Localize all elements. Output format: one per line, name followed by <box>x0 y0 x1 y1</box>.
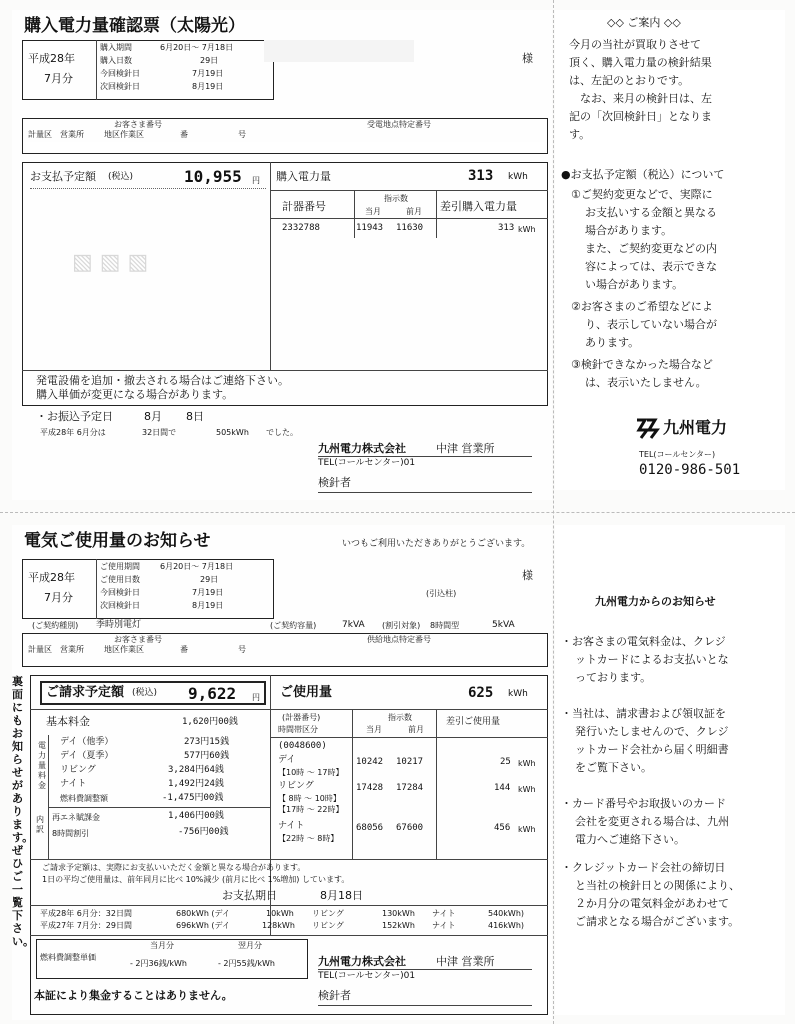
purchase-label: 購入電力量 <box>276 170 331 183</box>
charge-label: 8時間割引 <box>52 829 90 838</box>
due-value: 8月18日 <box>320 889 363 902</box>
notice-line: 電力へご連絡下さい。 <box>575 833 685 846</box>
period-label: 今回検針日 <box>100 588 140 597</box>
bill-amount: 9,622 <box>188 684 237 703</box>
reading-previous: 11630 <box>396 223 424 233</box>
band-label: デイ <box>278 755 296 765</box>
inspector-label: 検針者 <box>318 476 351 489</box>
guide-item: お支払いする金額と異なる <box>585 206 717 219</box>
purchase-guide-panel <box>555 10 785 490</box>
energy-charge-label: 電力量料金 <box>38 741 46 790</box>
usage-period-box <box>22 559 274 619</box>
usage-customer-box <box>22 633 548 667</box>
column-label: 番 <box>180 645 188 654</box>
column-label: 番 <box>180 130 188 139</box>
reading-current: 68056 <box>356 823 384 833</box>
reading-previous: 10217 <box>396 757 424 767</box>
due-label: お支払期日 <box>222 889 277 902</box>
time-head: 時間帯区分 <box>278 725 318 734</box>
charge-value: 1,406円00銭 <box>168 811 224 821</box>
period-value: 29日 <box>200 575 219 584</box>
pay-label: お支払予定額 <box>30 170 96 183</box>
band-hours: 【10時 〜 17時】 <box>278 768 344 777</box>
diff-value: 313 <box>498 223 515 233</box>
notice-line: ご請求となる場合がございます。 <box>575 915 740 928</box>
transfer-month: 8月 <box>144 410 162 423</box>
column-label: 地区作業区 <box>104 645 144 654</box>
period-value: 6月20日〜 7月18日 <box>160 562 234 571</box>
notice-line: ・カード番号やお取扱いのカード <box>561 797 726 810</box>
month: 7月分 <box>44 591 73 604</box>
usage-unit: kWh <box>508 689 528 699</box>
charge-value: 1,492円24銭 <box>168 779 224 789</box>
band-hours: 【 8時 〜 10時】 <box>278 794 341 803</box>
history-living-label: リビング <box>312 921 344 930</box>
guide-line: 頂く、購入電力量の検針結果 <box>569 56 712 69</box>
period-label: ご使用日数 <box>100 575 140 584</box>
office-name: 中津 営業所 <box>436 955 495 968</box>
notice-line: ２か月分の電気料金があわせて <box>575 897 729 910</box>
customer-no-header: お客さま番号 <box>114 120 162 129</box>
history-night: 540kWh) <box>488 909 525 918</box>
column-label: 号 <box>238 645 246 654</box>
column-label: 地区作業区 <box>104 130 144 139</box>
usage-kwh: 25 <box>500 757 511 767</box>
guide-section: ●お支払予定額（税込）について <box>561 168 725 181</box>
company-name: 九州電力株式会社 <box>318 442 406 455</box>
history-living: 130kWh <box>382 909 415 918</box>
company-tel: TEL(コールセンター)01 <box>318 458 416 468</box>
notice-line2: 購入単価が変更になる場合があります。 <box>36 388 234 401</box>
notice-line: 発行いたしませんので、クレジ <box>575 725 729 738</box>
kyuden-notice-panel <box>555 525 785 1015</box>
charge-value: 3,284円64銭 <box>168 765 224 775</box>
history-period: 平成28年 6月分：32日間 <box>40 909 132 918</box>
contract-type: 季時別電灯 <box>96 620 142 630</box>
fuel-label: 燃料費調整単価 <box>40 953 96 962</box>
period-value: 7月19日 <box>192 588 224 597</box>
column-label: 号 <box>238 130 246 139</box>
average-note: 1日の平均ご使用量は、前年同月に比べ 10%減少 (前月に比べ 1%増加) しています。 <box>42 875 350 884</box>
watermark-text: ▧ ▧ ▧ <box>72 250 149 275</box>
notice-line: 会社を変更される場合は、九州 <box>575 815 729 828</box>
brand-tel-label: TEL(コールセンター) <box>639 450 716 459</box>
guide-item: ③検針できなかった場合など <box>571 358 713 371</box>
notice-line: っております。 <box>575 671 652 684</box>
fuel-this-label: 当月分 <box>150 941 174 950</box>
vertical-notice: 裏面にもお知らせがあります。ぜひご一覧下さい。 <box>12 675 34 948</box>
charge-label: 再エネ賦課金 <box>52 813 100 822</box>
discount-value: 5kVA <box>492 620 515 630</box>
current-label: 当月 <box>365 207 381 216</box>
guide-item: 容によっては、表示できな <box>585 260 717 273</box>
usage-kwh: 144 <box>494 783 511 793</box>
prev-year-note: 平成28年 6月分は <box>40 428 106 437</box>
history-night-label: ナイト <box>432 909 456 918</box>
period-value: 7月19日 <box>192 69 224 78</box>
period-label: 次回検針日 <box>100 82 140 91</box>
service-pole: (引込柱) <box>426 589 457 598</box>
reading-current: 11943 <box>356 223 384 233</box>
history-night: 416kWh) <box>488 921 525 930</box>
previous-label: 前月 <box>408 725 424 734</box>
column-label: 計量区 <box>28 130 52 139</box>
pay-amount: 10,955 <box>184 167 242 186</box>
kyuden-logo <box>635 418 661 444</box>
discount-label: (割引対象) <box>382 621 421 630</box>
discount-type: 8時間型 <box>430 621 460 630</box>
bill-note: ご請求予定額は、実際にお支払いいただく金額と異なる場合があります。 <box>42 863 306 872</box>
sheet-divider <box>0 512 795 513</box>
history-living-label: リビング <box>312 909 344 918</box>
usage-unit: kWh <box>518 759 536 768</box>
charge-label: デイ（夏季） <box>60 751 114 761</box>
period-label: 購入期間 <box>100 43 132 52</box>
usage-title: 電気ご使用量のお知らせ <box>24 531 211 551</box>
period-label: 次回検針日 <box>100 601 140 610</box>
guide-line: は、左記のとおりです。 <box>569 74 690 87</box>
charge-label: デイ（他季） <box>60 737 114 747</box>
honorific: 様 <box>522 569 533 582</box>
history-total: 696kWh (デイ <box>176 921 230 930</box>
diff-head: 差引ご使用量 <box>446 717 501 727</box>
usage-kwh: 456 <box>494 823 511 833</box>
inspector-label: 検針者 <box>318 989 351 1002</box>
transfer-day: 8日 <box>186 410 204 423</box>
history-living: 152kWh <box>382 921 415 930</box>
notice-line: ・お客さまの電気料金は、クレジ <box>561 635 726 648</box>
guide-heading: ◇◇ ご案内 ◇◇ <box>607 16 681 29</box>
capacity: 7kVA <box>342 620 365 630</box>
bill-tax: (税込) <box>132 688 158 698</box>
customer-no-header: お客さま番号 <box>114 635 162 644</box>
guide-item: また、ご契約変更などの内 <box>585 242 717 255</box>
reading-current: 17428 <box>356 783 384 793</box>
charge-value: 577円60銭 <box>184 751 230 761</box>
notice-line: ・当社は、請求書および領収証を <box>561 707 726 720</box>
previous-label: 前月 <box>406 207 422 216</box>
honorific: 様 <box>522 52 533 65</box>
reading-previous: 67600 <box>396 823 424 833</box>
diff-unit: kWh <box>518 225 536 234</box>
history-day: 10kWh <box>266 909 294 918</box>
period-value: 8月19日 <box>192 601 224 610</box>
brand-name: 九州電力 <box>663 418 728 437</box>
base-charge-value: 1,620円00銭 <box>182 717 238 727</box>
guide-item: り、表示していない場合が <box>585 318 717 331</box>
band-label: リビング <box>278 781 314 791</box>
usage-value: 625 <box>468 685 494 701</box>
usage-unit: kWh <box>518 825 536 834</box>
purchase-value: 313 <box>468 168 494 184</box>
band-label: ナイト <box>278 821 305 831</box>
period-box <box>22 40 274 100</box>
charge-label: ナイト <box>60 779 87 789</box>
purchase-title: 購入電力量確認票（太陽光） <box>24 16 245 36</box>
guide-line: なお、来月の検針日は、左 <box>569 92 712 105</box>
guide-line: 今月の当社が買取りさせて <box>569 38 701 51</box>
notice-line: ットカードによるお支払いとな <box>575 653 729 666</box>
breakdown-label: 内訳 <box>36 815 44 834</box>
period-value: 29日 <box>200 56 219 65</box>
meter-no-label: 計器番号 <box>282 200 326 213</box>
pay-unit: 円 <box>252 176 260 185</box>
history-period: 平成27年 7月分：29日間 <box>40 921 132 930</box>
bill-unit: 円 <box>252 693 260 702</box>
notice-line1: 発電設備を追加・撤去される場合はご連絡下さい。 <box>36 374 289 387</box>
period-label: 購入日数 <box>100 56 132 65</box>
current-label: 当月 <box>366 725 382 734</box>
reading-head: 指示数 <box>388 713 412 722</box>
guide-item: ②お客さまのご希望などによ <box>571 300 713 313</box>
guide-item: い場合があります。 <box>585 278 684 291</box>
transfer-label: ・お振込予定日 <box>36 410 113 423</box>
era: 平成28年 <box>28 571 75 584</box>
charge-label: 燃料費調整額 <box>60 794 108 803</box>
prev-tail: でした。 <box>266 428 298 437</box>
guide-item: は、表示いたしません。 <box>585 376 707 389</box>
meter-no: 2332788 <box>282 223 320 233</box>
company-name: 九州電力株式会社 <box>318 955 406 968</box>
usage-sheet <box>12 525 552 1020</box>
period-value: 6月20日〜 7月18日 <box>160 43 234 52</box>
era: 平成28年 <box>28 52 75 65</box>
prev-days: 32日間で <box>142 428 177 437</box>
guide-item: ①ご契約変更などで、実際に <box>571 188 713 201</box>
office-name: 中津 営業所 <box>436 442 495 455</box>
history-day: 128kWh <box>262 921 295 930</box>
kyuden-logo-icon <box>635 418 661 440</box>
brand-tel: 0120-986-501 <box>639 462 741 478</box>
capacity-label: (ご契約容量) <box>270 621 317 630</box>
thanks-text: いつもご利用いただきありがとうございます。 <box>342 539 531 549</box>
period-label: 今回検針日 <box>100 69 140 78</box>
meter-head: (計器番号) <box>282 713 321 722</box>
reading-label: 指示数 <box>384 194 408 203</box>
supply-no-header: 供給地点特定番号 <box>367 635 431 644</box>
collection-notice: 本証により集金することはありません。 <box>34 989 233 1002</box>
base-charge-label: 基本料金 <box>46 715 90 728</box>
column-label: 営業所 <box>60 645 84 654</box>
charge-value: 273円15銭 <box>184 737 230 747</box>
guide-line: す。 <box>569 128 591 141</box>
reading-previous: 17284 <box>396 783 424 793</box>
guide-item: 場合があります。 <box>585 224 673 237</box>
fuel-next: - 2円55銭/kWh <box>218 959 276 968</box>
usage-label: ご使用量 <box>280 685 333 700</box>
notice-line: をご覧下さい。 <box>575 761 652 774</box>
meter-no: (0048600) <box>278 741 327 751</box>
diff-label: 差引購入電力量 <box>440 200 517 213</box>
guide-line: 記の「次回検針日」となりま <box>569 110 712 123</box>
contract-type-label: (ご契約種別) <box>32 621 79 630</box>
month: 7月分 <box>44 72 73 85</box>
redacted-name <box>264 40 414 62</box>
fuel-next-label: 翌月分 <box>238 941 262 950</box>
company-tel: TEL(コールセンター)01 <box>318 971 416 981</box>
guide-item: あります。 <box>585 336 640 349</box>
period-label: ご使用期間 <box>100 562 140 571</box>
notice-line: ・クレジットカード会社の締切日 <box>561 861 726 874</box>
reading-current: 10242 <box>356 757 384 767</box>
charge-value: -1,475円00銭 <box>162 793 224 803</box>
charge-label: リビング <box>60 765 96 775</box>
band-hours: 【17時 〜 22時】 <box>278 805 344 814</box>
notice-heading: 九州電力からのお知らせ <box>595 595 716 608</box>
column-label: 計量区 <box>28 645 52 654</box>
column-label: 営業所 <box>60 130 84 139</box>
fuel-this: - 2円36銭/kWh <box>130 959 188 968</box>
usage-unit: kWh <box>518 785 536 794</box>
bill-label: ご請求予定額 <box>46 685 125 700</box>
notice-line: ットカード会社から届く明細書 <box>575 743 729 756</box>
charge-value: -756円00銭 <box>178 827 229 837</box>
notice-line: と当社の検針日との関係により、 <box>575 879 740 892</box>
history-night-label: ナイト <box>432 921 456 930</box>
supply-no-header: 受電地点特定番号 <box>367 120 431 129</box>
purchase-sheet <box>12 10 552 500</box>
period-value: 8月19日 <box>192 82 224 91</box>
prev-kwh: 505kWh <box>216 428 249 437</box>
pay-tax: (税込) <box>108 172 134 182</box>
band-hours: 【22時 〜 8時】 <box>278 834 339 843</box>
purchase-unit: kWh <box>508 172 528 182</box>
history-total: 680kWh (デイ <box>176 909 230 918</box>
